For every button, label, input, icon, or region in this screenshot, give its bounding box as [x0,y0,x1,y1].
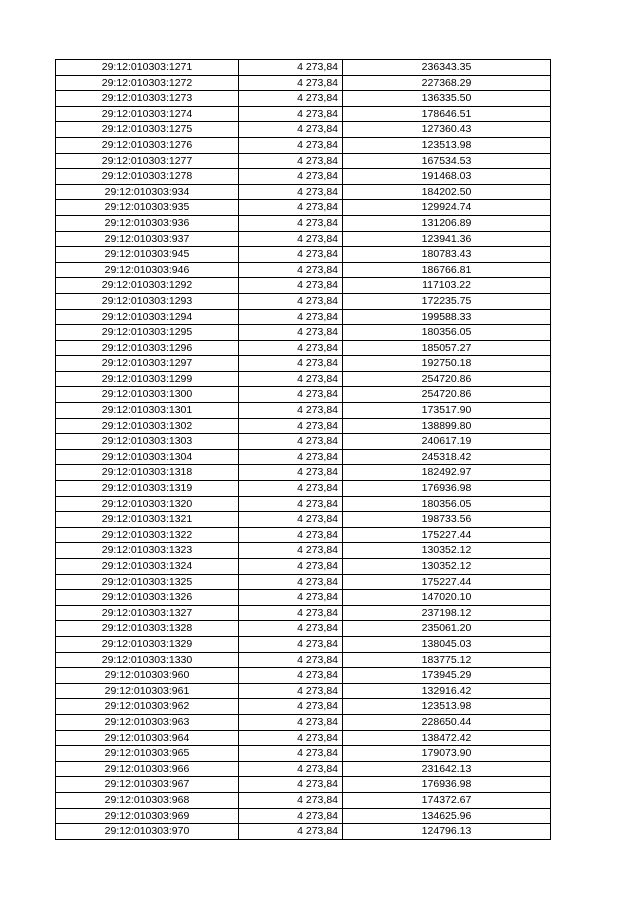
table-row [56,636,551,652]
table-row [56,761,551,777]
cadastral-number-cell: 29:12:010303:963 [56,714,239,730]
cadastral-number-cell: 29:12:010303:1319 [56,481,239,497]
area-cell: 4 273,84 [239,215,343,231]
cadastral-number-cell: 29:12:010303:936 [56,215,239,231]
area-cell: 4 273,84 [239,496,343,512]
table-row [56,668,551,684]
cadastral-value-cell: 175227.44 [343,574,551,590]
table-row [56,247,551,263]
table-row [56,122,551,138]
area-cell: 4 273,84 [239,730,343,746]
cadastral-value-table [55,59,551,840]
cadastral-value-cell: 176936.98 [343,777,551,793]
area-cell: 4 273,84 [239,434,343,450]
cadastral-value-cell: 174372.67 [343,792,551,808]
table-row [56,215,551,231]
cadastral-number-cell: 29:12:010303:1272 [56,75,239,91]
area-cell: 4 273,84 [239,481,343,497]
table-row [56,309,551,325]
table-row [56,184,551,200]
area-cell: 4 273,84 [239,75,343,91]
cadastral-value-cell: 231642.13 [343,761,551,777]
cadastral-number-cell: 29:12:010303:1273 [56,91,239,107]
area-cell: 4 273,84 [239,449,343,465]
area-cell: 4 273,84 [239,153,343,169]
area-cell: 4 273,84 [239,184,343,200]
table-row [56,106,551,122]
cadastral-number-cell: 29:12:010303:962 [56,699,239,715]
cadastral-value-cell: 228650.44 [343,714,551,730]
cadastral-value-cell: 123513.98 [343,699,551,715]
cadastral-value-cell: 180356.05 [343,325,551,341]
area-cell: 4 273,84 [239,636,343,652]
cadastral-number-cell: 29:12:010303:946 [56,262,239,278]
cadastral-number-cell: 29:12:010303:1325 [56,574,239,590]
cadastral-number-cell: 29:12:010303:1300 [56,387,239,403]
cadastral-value-cell: 182492.97 [343,465,551,481]
cadastral-value-cell: 183775.12 [343,652,551,668]
cadastral-value-cell: 240617.19 [343,434,551,450]
table-row [56,200,551,216]
table-row [56,262,551,278]
area-cell: 4 273,84 [239,559,343,575]
cadastral-value-cell: 138045.03 [343,636,551,652]
area-cell: 4 273,84 [239,91,343,107]
cadastral-number-cell: 29:12:010303:968 [56,792,239,808]
cadastral-number-cell: 29:12:010303:1278 [56,169,239,185]
cadastral-value-cell: 130352.12 [343,543,551,559]
cadastral-number-cell: 29:12:010303:937 [56,231,239,247]
area-cell: 4 273,84 [239,200,343,216]
cadastral-value-cell: 245318.42 [343,449,551,465]
area-cell: 4 273,84 [239,293,343,309]
cadastral-value-cell: 138472.42 [343,730,551,746]
cadastral-number-cell: 29:12:010303:1294 [56,309,239,325]
area-cell: 4 273,84 [239,418,343,434]
cadastral-number-cell: 29:12:010303:1275 [56,122,239,138]
cadastral-number-cell: 29:12:010303:970 [56,824,239,840]
cadastral-value-cell: 180356.05 [343,496,551,512]
cadastral-number-cell: 29:12:010303:934 [56,184,239,200]
area-cell: 4 273,84 [239,356,343,372]
cadastral-number-cell: 29:12:010303:1321 [56,512,239,528]
cadastral-value-cell: 254720.86 [343,371,551,387]
table-row [56,605,551,621]
area-cell: 4 273,84 [239,278,343,294]
area-cell: 4 273,84 [239,309,343,325]
cadastral-value-cell: 227368.29 [343,75,551,91]
table-row [56,527,551,543]
cadastral-value-cell: 185057.27 [343,340,551,356]
area-cell: 4 273,84 [239,122,343,138]
table-row [56,75,551,91]
cadastral-number-cell: 29:12:010303:1326 [56,590,239,606]
cadastral-value-cell: 235061.20 [343,621,551,637]
area-cell: 4 273,84 [239,605,343,621]
cadastral-value-cell: 167534.53 [343,153,551,169]
area-cell: 4 273,84 [239,512,343,528]
area-cell: 4 273,84 [239,699,343,715]
area-cell: 4 273,84 [239,652,343,668]
cadastral-value-cell: 138899.80 [343,418,551,434]
cadastral-value-cell: 236343.35 [343,60,551,76]
cadastral-number-cell: 29:12:010303:935 [56,200,239,216]
area-cell: 4 273,84 [239,621,343,637]
cadastral-number-cell: 29:12:010303:965 [56,746,239,762]
cadastral-value-cell: 123941.36 [343,231,551,247]
cadastral-number-cell: 29:12:010303:969 [56,808,239,824]
cadastral-number-cell: 29:12:010303:1303 [56,434,239,450]
table-row [56,792,551,808]
area-cell: 4 273,84 [239,60,343,76]
table-row [56,325,551,341]
area-cell: 4 273,84 [239,808,343,824]
cadastral-number-cell: 29:12:010303:1323 [56,543,239,559]
table-row [56,808,551,824]
cadastral-value-cell: 179073.90 [343,746,551,762]
cadastral-number-cell: 29:12:010303:1320 [56,496,239,512]
cadastral-value-cell: 184202.50 [343,184,551,200]
table-row [56,449,551,465]
area-cell: 4 273,84 [239,340,343,356]
cadastral-number-cell: 29:12:010303:961 [56,683,239,699]
cadastral-value-cell: 198733.56 [343,512,551,528]
area-cell: 4 273,84 [239,371,343,387]
table-row [56,699,551,715]
area-cell: 4 273,84 [239,574,343,590]
area-cell: 4 273,84 [239,231,343,247]
cadastral-value-cell: 129924.74 [343,200,551,216]
cadastral-number-cell: 29:12:010303:1301 [56,403,239,419]
table-row [56,590,551,606]
table-row [56,293,551,309]
cadastral-number-cell: 29:12:010303:1277 [56,153,239,169]
table-row [56,824,551,840]
cadastral-number-cell: 29:12:010303:945 [56,247,239,263]
area-cell: 4 273,84 [239,761,343,777]
area-cell: 4 273,84 [239,465,343,481]
cadastral-number-cell: 29:12:010303:1318 [56,465,239,481]
cadastral-value-cell: 172235.75 [343,293,551,309]
table-row [56,714,551,730]
table-row [56,777,551,793]
cadastral-number-cell: 29:12:010303:1274 [56,106,239,122]
table-row [56,730,551,746]
area-cell: 4 273,84 [239,403,343,419]
cadastral-number-cell: 29:12:010303:964 [56,730,239,746]
cadastral-value-cell: 180783.43 [343,247,551,263]
cadastral-number-cell: 29:12:010303:1276 [56,137,239,153]
area-cell: 4 273,84 [239,137,343,153]
area-cell: 4 273,84 [239,746,343,762]
table-row [56,574,551,590]
cadastral-value-cell: 175227.44 [343,527,551,543]
cadastral-value-cell: 186766.81 [343,262,551,278]
cadastral-number-cell: 29:12:010303:1293 [56,293,239,309]
table-body [56,60,551,840]
cadastral-value-cell: 130352.12 [343,559,551,575]
area-cell: 4 273,84 [239,714,343,730]
table-row [56,387,551,403]
cadastral-number-cell: 29:12:010303:966 [56,761,239,777]
cadastral-value-cell: 254720.86 [343,387,551,403]
cadastral-number-cell: 29:12:010303:960 [56,668,239,684]
cadastral-number-cell: 29:12:010303:1324 [56,559,239,575]
cadastral-number-cell: 29:12:010303:1295 [56,325,239,341]
cadastral-value-cell: 132916.42 [343,683,551,699]
table-row [56,278,551,294]
table-row [56,91,551,107]
table-row [56,371,551,387]
area-cell: 4 273,84 [239,387,343,403]
table-row [56,403,551,419]
table-row [56,137,551,153]
table-row [56,169,551,185]
area-cell: 4 273,84 [239,527,343,543]
table-row [56,652,551,668]
cadastral-value-cell: 192750.18 [343,356,551,372]
cadastral-number-cell: 29:12:010303:967 [56,777,239,793]
cadastral-value-cell: 173945.29 [343,668,551,684]
table-row [56,621,551,637]
table-row [56,153,551,169]
table-row [56,434,551,450]
table-row [56,746,551,762]
area-cell: 4 273,84 [239,106,343,122]
area-cell: 4 273,84 [239,668,343,684]
cadastral-number-cell: 29:12:010303:1297 [56,356,239,372]
cadastral-value-cell: 123513.98 [343,137,551,153]
table-row [56,418,551,434]
cadastral-value-cell: 131206.89 [343,215,551,231]
area-cell: 4 273,84 [239,247,343,263]
area-cell: 4 273,84 [239,777,343,793]
cadastral-number-cell: 29:12:010303:1330 [56,652,239,668]
table-row [56,231,551,247]
cadastral-value-cell: 124796.13 [343,824,551,840]
table-row [56,543,551,559]
cadastral-number-cell: 29:12:010303:1302 [56,418,239,434]
area-cell: 4 273,84 [239,683,343,699]
area-cell: 4 273,84 [239,169,343,185]
cadastral-value-cell: 176936.98 [343,481,551,497]
table-row [56,356,551,372]
cadastral-number-cell: 29:12:010303:1329 [56,636,239,652]
table-row [56,465,551,481]
cadastral-number-cell: 29:12:010303:1304 [56,449,239,465]
table-row [56,559,551,575]
cadastral-number-cell: 29:12:010303:1271 [56,60,239,76]
cadastral-number-cell: 29:12:010303:1328 [56,621,239,637]
cadastral-value-cell: 117103.22 [343,278,551,294]
table-row [56,340,551,356]
cadastral-value-cell: 136335.50 [343,91,551,107]
cadastral-value-cell: 178646.51 [343,106,551,122]
cadastral-value-cell: 134625.96 [343,808,551,824]
cadastral-number-cell: 29:12:010303:1327 [56,605,239,621]
area-cell: 4 273,84 [239,590,343,606]
table-row [56,60,551,76]
cadastral-number-cell: 29:12:010303:1292 [56,278,239,294]
cadastral-value-cell: 237198.12 [343,605,551,621]
area-cell: 4 273,84 [239,262,343,278]
area-cell: 4 273,84 [239,325,343,341]
table-row [56,496,551,512]
cadastral-value-cell: 191468.03 [343,169,551,185]
table-row [56,512,551,528]
area-cell: 4 273,84 [239,824,343,840]
cadastral-value-cell: 173517.90 [343,403,551,419]
cadastral-number-cell: 29:12:010303:1296 [56,340,239,356]
cadastral-value-cell: 127360.43 [343,122,551,138]
cadastral-value-cell: 147020.10 [343,590,551,606]
area-cell: 4 273,84 [239,543,343,559]
cadastral-value-cell: 199588.33 [343,309,551,325]
table-row [56,683,551,699]
cadastral-number-cell: 29:12:010303:1299 [56,371,239,387]
table-row [56,481,551,497]
cadastral-number-cell: 29:12:010303:1322 [56,527,239,543]
area-cell: 4 273,84 [239,792,343,808]
